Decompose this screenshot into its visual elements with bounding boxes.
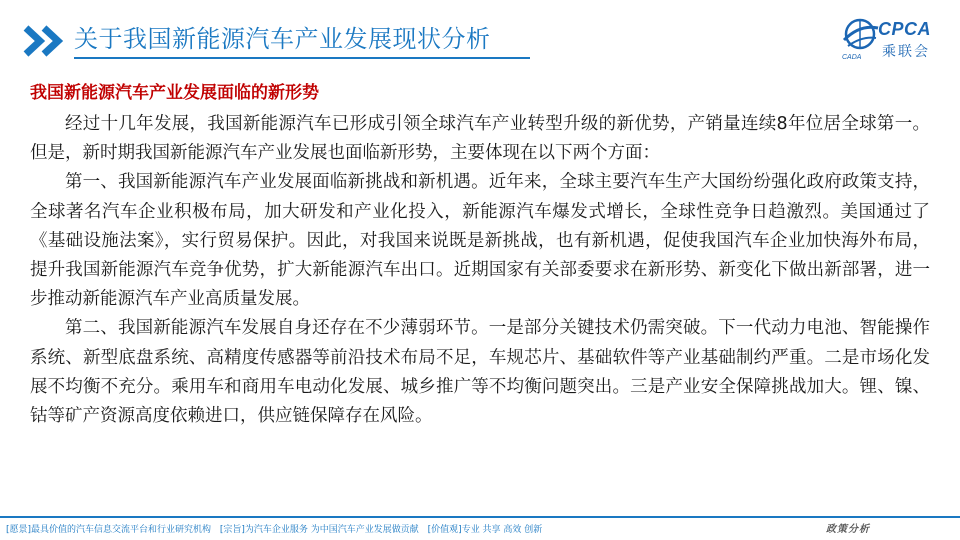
footer-section-label: 政策分析 xyxy=(826,524,870,535)
logo-wordmark: CPCA xyxy=(878,19,932,39)
footer-vision: [愿景]最具价值的汽车信息交流平台和行业研究机构 xyxy=(6,525,212,535)
footer-divider xyxy=(0,516,960,518)
slide-header xyxy=(0,0,960,70)
logo-small-text: CADA xyxy=(842,54,862,61)
paragraph-first-point: 第一、我国新能源汽车产业发展面临新挑战和新机遇。近年来，全球主要汽车生产大国纷纷强化政府政策支持，全球著名汽车企业积极布局，加大研发和产业化投入，新能源汽车爆发式增长，全球性竞争日趋激烈。美国通过了《基础设施法案》，实行贸易保护。因此，对我国来说既是新挑战，也有新机遇，促使我国汽车企业加快海外布局，提升我国新能源汽车竞争优势，扩大新能源汽车出口。近期国家有关部委要求在新形势、新变化下做出新部署，进一步推动新能源汽车产业高质量发展。 xyxy=(30,172,930,310)
title-underline xyxy=(74,57,530,59)
globe-swoosh-icon xyxy=(840,14,880,58)
section-subheading: 我国新能源汽车产业发展面临的新形势 xyxy=(30,83,319,103)
cpca-logo xyxy=(838,14,950,66)
content-body xyxy=(30,80,930,431)
slide-footer xyxy=(0,508,960,540)
page-title: 关于我国新能源汽车产业发展现状分析 xyxy=(74,25,491,53)
footer-mission: [宗旨]为汽车企业服务 为中国汽车产业发展做贡献 xyxy=(219,525,419,535)
logo-chinese-name: 乘联会 xyxy=(882,44,930,60)
paragraph-second-point: 第二、我国新能源汽车发展自身还存在不少薄弱环节。一是部分关键技术仍需突破。下一代动力电池、智能操作系统、新型底盘系统、高精度传感器等前沿技术布局不足，车规芯片、基础软件等产业基础制约严重。二是市场化发展不均衡不充分。乘用车和商用车电动化发展、城乡推广等不均衡问题突出。三是产业安全保障挑战加大。锂、镍、钴等矿产资源高度依赖进口，供应链保障存在风险。 xyxy=(30,318,930,427)
footer-values: [价值观]专业 共享 高效 创新 xyxy=(427,525,543,535)
double-chevron-right-icon xyxy=(22,24,68,58)
paragraph-intro: 经过十几年发展，我国新能源汽车已形成引领全球汽车产业转型升级的新优势，产销量连续8年位居全球第一。但是，新时期我国新能源汽车产业发展也面临新形势，主要体现在以下两个方面： xyxy=(30,114,930,164)
footer-mission-text xyxy=(6,524,548,536)
